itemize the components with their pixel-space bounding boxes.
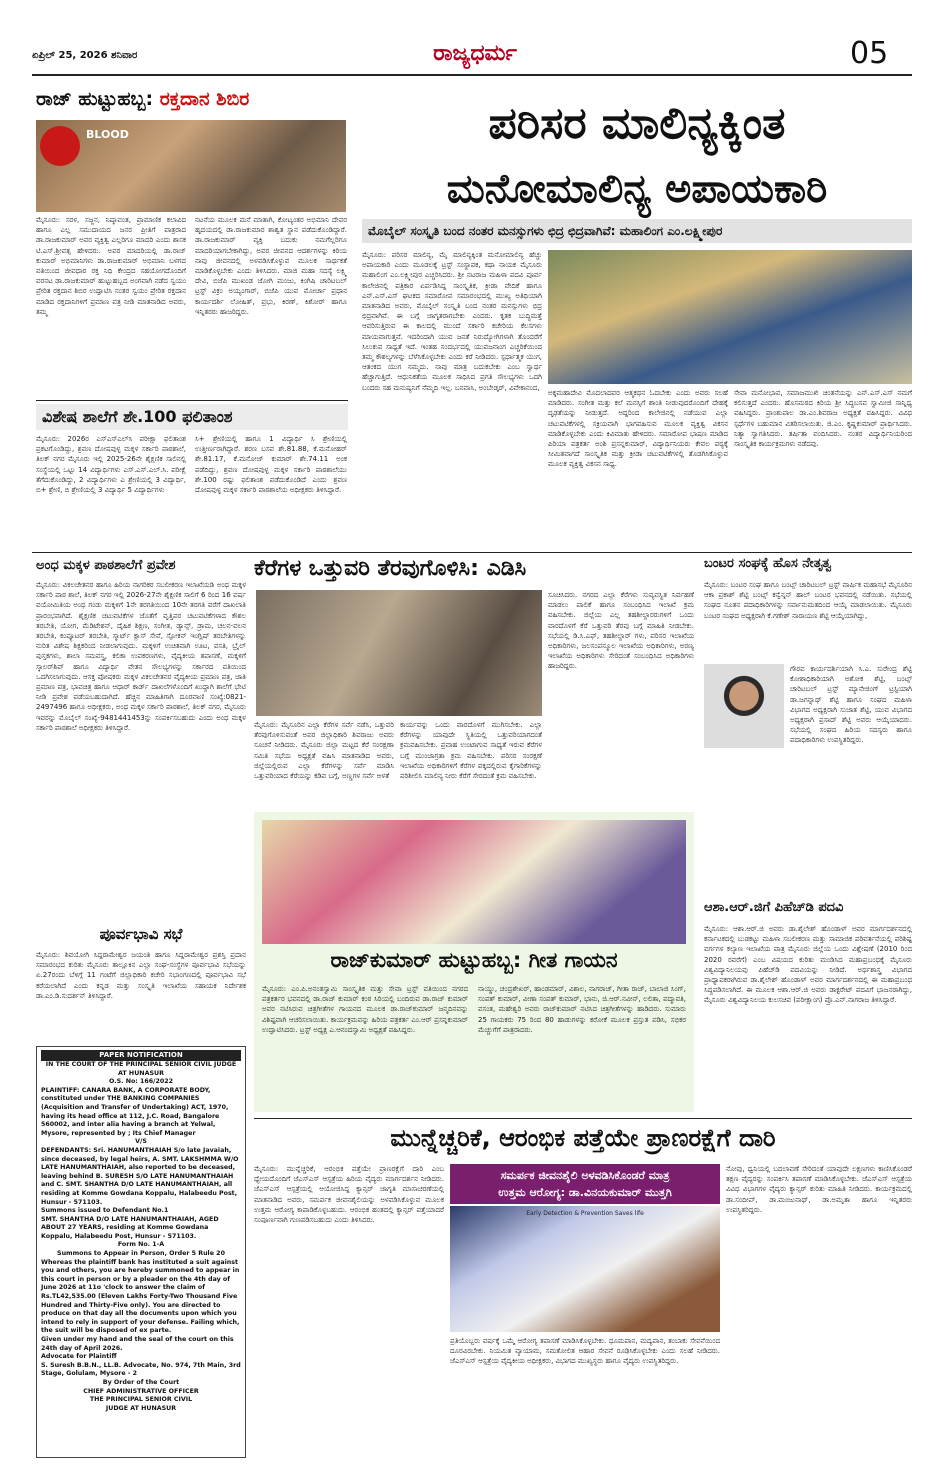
- andha-headline: ಅಂಧ ಮಕ್ಕಳ ಪಾಠಶಾಲೆಗೆ ಪ್ರವೇಶ: [36, 558, 176, 573]
- raj-headline-b: ರಕ್ತದಾನ ಶಿಬಿರ: [159, 88, 250, 110]
- issue-date: ಏಪ್ರಿಲ್ 25, 2026 ಶನಿವಾರ: [32, 50, 138, 61]
- asha-body: ಮೈಸೂರು: ಆಶಾ.ಆರ್.ಜಿ ಅವರು ಡಾ.ಶೈಲೇಶ್ ಹೊಂಡಾಳ್ ಅವರ ಮಾರ್ಗದರ್ಶನದಲ್ಲಿ ಕರ್ನಾಟಕದಲ್ಲಿ ಬುಡಕಟ್ಟು ಮಹಿಳಾ ಸಬಲೀಕರಣ ಮತ್ತು ಸಾಮಾಜಿಕ ಪರಿವರ್ತನೆಯಲ್ಲಿ ಪರಿಶಿಷ್ಟ ವರ್ಗಗಳ ಕಲ್ಯಾಣ ಇಲಾಖೆಯ ಪಾತ್ರ ಮೈಸೂರು ಜಿಲ್ಲೆಯ ಒಂದು ವಿಶ್ಲೇಷಣೆ (2010 ರಿಂದ 2020 ರವರೆಗೆ) ಎಂಬ ವಿಷಯದ ಕುರಿತು ಮಂಡಿಸಿದ ಮಹಾಪ್ರಬಂಧಕ್ಕೆ ಮೈಸೂರು ವಿಶ್ವವಿದ್ಯಾನಿಲಯವು ಪಿಹೆಚ್‌ಡಿ ಪದವಿಯನ್ನು ನೀಡಿದೆ. ಅರ್ಥಶಾಸ್ತ್ರ ವಿಭಾಗದ ಪ್ರಾಧ್ಯಾಪಕರಾಗಿರುವ ಡಾ.ಶೈಲೇಶ್ ಹೊಂಡಾಳ್ ಅವರ ಮಾರ್ಗದರ್ಶನದಲ್ಲಿ ಈ ಮಹಾಪ್ರಬಂಧ ಸಿದ್ಧಪಡಿಸಲಾಗಿದೆ. ಈ ಮೂಲಕ ಆಶಾ.ಆರ್.ಜಿ ಅವರು ಡಾಕ್ಟರೇಟ್ ಪದವಿಗೆ ಭಾಜನರಾಗಿದ್ದು, ಮೈಸೂರು ವಿಶ್ವವಿದ್ಯಾನಿಲಯ ಕುಲಸಚಿವ (ಪರೀಕ್ಷಾಂಗ) ಪ್ರೊ.ಎನ್.ನಾಗರಾಜ ತಿಳಿಸಿದ್ದಾರೆ.: [704, 925, 912, 1005]
- bottom-subheadline-1: ಸಮರ್ಪಕ ಜೀವನಶೈಲಿ ಅಳವಡಿಸಿಕೊಂಡರೆ ಮಾತ್ರ: [500, 1169, 670, 1182]
- college-event-photo: [548, 250, 912, 384]
- main-col-3: ಸೇವಾ ಮನೋಭಾವ, ಸಮಾಜಮುಖಿ ಚಿಂತನೆಯನ್ನು ಎನ್.ಎಸ್.ಎಸ್ ನಮಗೆ ಕಲಿಸುತ್ತದೆ ಎಂದರು. ಹೊಸಮಠದ ಕಿರಿಯ ಶ್ರೀ ಸಿದ್ಧಬಸವ ಸ್ವಾಮೀಜಿ ಸಾನ್ನಿಧ್ಯ ವಹಿಸಿದ್ದರು. ಪ್ರಾಂಶುಪಾಲ ಡಾ.ಎಂ.ಶಿವರಾಜ ಅಧ್ಯಕ್ಷತೆ ವಹಿಸಿದ್ದರು. ವಿವಿಧ ಸ್ಪರ್ಧೆಗಳ ಬಹುಮಾನ ವಿತರಿಸಲಾಯಿತು. ಜಿ.ಎಂ. ಕೃಷ್ಣಕುಮಾರ್ ಪ್ರಾರ್ಥಿಸಿದರು. ನಿತ್ಯಾ ಸ್ವಾಗತಿಸಿದರು. ತರ್ಷಿತಾ ವಂದಿಸಿದರು. ನಂತರ ವಿದ್ಯಾರ್ಥಿನಿಯರಿಂದ ಸಾಂಸ್ಕೃತಿಕ ಕಾರ್ಯಕ್ರಮಗಳು ನಡೆದವು.: [734, 389, 912, 449]
- main-col-1: ಮೈಸೂರು: ಪರಿಸರ ಮಾಲಿನ್ಯ, ಮೈ ಮಾಲಿನ್ಯಕ್ಕಿಂತ ಮನೋಮಾಲಿನ್ಯ ಹೆಚ್ಚು ಅಪಾಯಕಾರಿ ಎಂದು ಮೂಡಲಕ್ಕೆ ಟ್ರಸ್ಟ್ ಸಂಸ್ಥಾಪಕ, ಕಥಾ ನಾಯಕ ಮೈಸೂರು ಮಹಾಲಿಂಗ ಎಂ.ಲಕ್ಷ್ಮೀಪುರ ಎಚ್ಚರಿಸಿದರು. ಶ್ರೀ ನಟರಾಜ ಮಹಿಳಾ ಪದವಿ ಪೂರ್ವ ಕಾಲೇಜಿನಲ್ಲಿ ಪತ್ರಿಕಾರ ಏರ್ಪಡಿಸಿದ್ದ ಸಾಂಸ್ಕೃತಿಕ, ಕ್ರೀಡಾ ವೇದಿಕೆ ಹಾಗೂ ಎನ್.ಎಸ್.ಎಸ್ ಘಟಕದ ಸಮಾರೋಪ ಸಮಾರಂಭದಲ್ಲಿ ಮುಖ್ಯ ಅತಿಥಿಯಾಗಿ ಮಾತನಾಡಿದ ಅವರು, ಮೊಬೈಲ್ ಸಂಸ್ಕೃತಿ ಬಂದ ನಂತರ ಮನಸ್ಸುಗಳು ಛಿದ್ರ ಛಿದ್ರವಾಗಿವೆ. ಈ ಬಗ್ಗೆ ಜಾಗೃತರಾಗಬೇಕು ಎಂದರು. ಕೃತಕ ಬುದ್ಧಿಮತ್ತೆ ಆವರಿಸುತ್ತಿರುವ ಈ ಕಾಲದಲ್ಲಿ ಮುಂದೆ ಸರ್ಕಾರಿ ಕಚೇರಿಯ ಕೆಲಸಗಳು ಮಾಯವಾಗುತ್ತವೆ. ಇದರಿಂದಾಗಿ ಯುವ ಜನತೆ ನಿರುದ್ಯೋಗಿಗಳಾಗಿ ತೊಂದರೆಗೆ ಸಿಲುಕುವ ಸಾಧ್ಯತೆ ಇದೆ. ಇಂತಹ ಸಂದರ್ಭದಲ್ಲಿ ಯುವಜನಾಂಗ ಎಚ್ಚರಿಕೆಯಿಂದ ತಮ್ಮ ಕೌಶಲ್ಯಗಳನ್ನು ಬೆಳೆಸಿಕೊಳ್ಳಬೇಕು ಎಂದು ಕರೆ ನೀಡಿದರು. ಸ್ಪರ್ಧಾತ್ಮಕ ಯುಗ, ಆತಂಕದ ಯುಗ ನಮ್ಮದು. ನಾವು ಮಾತ್ರ ಬದುಕಬೇಕು ಎಂಬ ಸ್ವಾರ್ಥ ಹೆಚ್ಚಾಗುತ್ತಿದೆ. ಆಧುನಿಕತೆಯ ಮೂಲಕ ಸಾಧಿಸಿದ ಪ್ರಗತಿ ಸೌಲಭ್ಯಗಳು ಒದಗಿ ಬಂದರು ಸಹ ಮನುಷ್ಯನಿಗೆ ನೆಮ್ಮದಿ ಇಲ್ಲ. ಬನವಾಸಿ, ಅಂಬೇಡ್ಕರ್, ವಿವೇಕಾನಂದ,: [362, 251, 542, 392]
- notice-officer: CHIEF ADMINISTRATIVE OFFICER: [83, 1387, 199, 1395]
- notice-given: Given under my hand and the seal of the court on this 24th day of April 2026.: [41, 1336, 234, 1352]
- main-col-2: ಅಕ್ಕಮಹಾದೇವಿ ಮೊದಲಾದವರ ಆತ್ಮಕಥನ ಓದಬೇಕು ಎಂದು ಅವರು ಸಲಹೆ ಮಾಡಿದರು. ಸಂಗೀತ ಮತ್ತು ಕಲೆ ಮನಸ್ಸಿಗೆ ಶಾಂತಿ ನೀಡುವುದರೊಂದಿಗೆ ದೇಹಕ್ಕೆ ದೃಢತೆಯನ್ನು ನೀಡುತ್ತದೆ. ಆದ್ದರಿಂದ ಕಾಲೇಜಿನಲ್ಲಿ ನಡೆಯುವ ಎಲ್ಲಾ ಚಟುವಟಿಕೆಗಳಲ್ಲಿ ಸಕ್ರಿಯವಾಗಿ ಭಾಗವಹಿಸುವ ಮೂಲಕ ವ್ಯಕ್ತಿತ್ವ ವಿಕಸನ ಮಾಡಿಕೊಳ್ಳಬೇಕು ಎಂದು ಕಿವಿಮಾತು ಹೇಳಿದರು. ಸಮಾರೋಪ ಭಾಷಣ ಮಾಡಿದ ಪಿರಿಯಾ ಪತ್ರಕರ್ತ ಅಂಶಿ ಪ್ರಸನ್ನಕುಮಾರ್, ವಿದ್ಯಾರ್ಥಿನಿಯರು ಕೇವಲ ಪಠ್ಯಕ್ಕೆ ಸೀಮಿತವಾಗದೆ ಸಾಂಸ್ಕೃತಿಕ ಮತ್ತು ಕ್ರೀಡಾ ಚಟುವಟಿಕೆಗಳಲ್ಲಿ ತೊಡಗಿಸಿಕೊಳ್ಳುವ ಮೂಲಕ ವ್ಯಕ್ತಿತ್ವ ವಿಕಸನ ಸಾಧ್ಯ.: [548, 389, 728, 469]
- notice-court: IN THE COURT OF THE PRINCIPAL SENIOR CIVIL JUDGE AT HUNASUR: [45, 1061, 237, 1077]
- shale-headline: ವಿಶೇಷ ಶಾಲೆಗೆ ಶೇ.100 ಫಲಿತಾಂಶ: [36, 404, 348, 430]
- raj-headline-a: ರಾಜ್ ಹುಟ್ಟುಹಬ್ಬ:: [36, 88, 154, 110]
- divider: [32, 552, 912, 553]
- bantara-body-1: ಮೈಸೂರು: ಬಂಟರ ಸಂಘ ಹಾಗೂ ಬಂಟ್ಸ್ ಚಾರಿಟಬಲ್ ಟ್ರಸ್ಟ್ ವಾರ್ಷಿಕ ಮಹಾಸಭೆ ಮೈಸೂರಿನ ಆಕಾ ಪ್ರಕಾಶ್ ಶೆಟ್ಟಿ ಬಂಟ್ಸ್ ಕನ್ವೆನ್ಶನ್ ಹಾಲ್ ಬಂಟರ ಭವನದಲ್ಲಿ ನಡೆಯಿತು. ಸಭೆಯಲ್ಲಿ ಸಂಘದ ನೂತನ ಪದಾಧಿಕಾರಿಗಳನ್ನು ಸರ್ವಾನುಮತದಿಂದ ಆಯ್ಕೆ ಮಾಡಲಾಯಿತು. ಮೈಸೂರು ಬಂಟರ ಸಂಘದ ಅಧ್ಯಕ್ಷರಾಗಿ ಕೆ.ಗಣೇಶ್ ನಾರಾಯಣ ಶೆಟ್ಟಿ ಆಯ್ಕೆಯಾಗಿದ್ದು,: [704, 581, 912, 620]
- notice-at: JUDGE AT HUNASUR: [105, 1404, 177, 1412]
- notice-by-order: By Order of the Court: [102, 1378, 180, 1386]
- paper-notification: [36, 1046, 246, 1458]
- shale-col-1: ಮೈಸೂರು: 2026ರ ಎಸ್ಎಸ್ಎಲ್‌ಸಿ ಪರೀಕ್ಷಾ ಫಲಿತಾಂಶ ಪ್ರಕಟಗೊಂಡಿದ್ದು, ಶ್ರವಣ ದೋಷವುಳ್ಳ ಮಕ್ಕಳ ಸರ್ಕಾರಿ ಪಾಠಶಾಲೆ, ತಿಲಕ್ ನಗರ ಮೈಸೂರು ಇಲ್ಲಿ 2025-26ನೇ ಶೈಕ್ಷಣಿಕ ಸಾಲಿನಲ್ಲಿ ಸಂಸ್ಥೆಯಲ್ಲಿ ಒಟ್ಟು 14 ವಿದ್ಯಾರ್ಥಿಗಳು ಎಸ್.ಎಸ್.ಎಲ್.ಸಿ. ಪರೀಕ್ಷೆ ತೆಗೆದುಕೊಂಡಿದ್ದು, 2 ವಿದ್ಯಾರ್ಥಿಗಳು ಎ ಶ್ರೇಣಿಯಲ್ಲಿ 3 ವಿದ್ಯಾರ್ಥಿ, ಬಿ+ ಶ್ರೇಣಿ, ಬಿ ಶ್ರೇಣಿಯಲ್ಲಿ 3 ವಿದ್ಯಾರ್ಥಿ 5 ವಿದ್ಯಾರ್ಥಿಗಳು: [36, 435, 186, 495]
- andha-body: ಮೈಸೂರು: ವಿಕಲಚೇತನರ ಹಾಗೂ ಹಿರಿಯ ನಾಗರಿಕರ ಸಬಲೀಕರಣ ಇಲಾಖೆಯಡಿ ಅಂಧ ಮಕ್ಕಳ ಸರ್ಕಾರಿ ಪಾಠ ಶಾಲೆ, ತಿಲಕ್ ನಗರ ಇಲ್ಲಿ 2026-27ನೇ ಶೈಕ್ಷಣಿಕ ಸಾಲಿಗೆ 6 ರಿಂದ 16 ವರ್ಷ ವಯೋಮಿತಿಯ ಅಂಧ ಗಂಡು ಮಕ್ಕಳಿಗೆ 1ನೇ ತರಗತಿಯಿಂದ 10ನೇ ತರಗತಿ ವರೆಗೆ ದಾಖಲಾತಿ ಪ್ರಾರಂಭವಾಗಿದೆ. ಶೈಕ್ಷಣಿಕ ಚಟುವಟಿಕೆಗಳ ಜೊತೆಗೆ ವೃತ್ತಿಪರ ಚಟುವಟಿಕೆಗಳಾದ ಕೌಶಲ ತರಬೇತಿ, ಯೋಗ, ಮೆಡಿಟೇಶನ್, ದೈಹಿಕ ಶಿಕ್ಷಣ, ಸಂಗೀತ, ಡ್ಯಾನ್ಸ್, ಡ್ರಾಮ, ಚಲನ-ವಲನ ತರಬೇತಿ, ಕಂಪ್ಯೂಟರ್ ತರಬೇತಿ, ಸ್ಮಾರ್ಟ್ ಕ್ಲಾಸ್ ಸೇವೆ, ಸ್ಪೋಕನ್ ಇಂಗ್ಲಿಷ್ ತರಬೇತಿಗಳನ್ನು ನುರಿತ ವಿಶೇಷ ಶಿಕ್ಷಕರಿಂದ ನೀಡಲಾಗುವುದು. ಮಕ್ಕಳಿಗೆ ಉಚಿತವಾಗಿ ಊಟ, ವಸತಿ, ಬ್ರೈಲ್ ಪುಸ್ತಕಗಳು, ಶಾಲಾ ಸಮವಸ್ತ್ರ, ಕಲಿಕಾ ಉಪಕರಣಗಳು, ವೈದ್ಯಕೀಯ ತಪಾಸಣೆ, ಮಕ್ಕಳಿಗೆ ಸ್ಕಾಲರ್‌ಶಿಪ್ ಹಾಗೂ ವಿದ್ಯಾರ್ಥಿ ವೇತನ ಸೌಲಭ್ಯಗಳನ್ನು ಸರ್ಕಾರದ ವತಿಯಿಂದ ಒದಗಿಸಲಾಗುವುದು. ಆಸಕ್ತ ಪೋಷಕರು ಮಕ್ಕಳ ವಿಕಲಚೇತನರ ವೈದ್ಯಕೀಯ ಪ್ರಮಾಣ ಪತ್ರ, ಜಾತಿ ಪ್ರಮಾಣ ಪತ್ರ, ಭಾವಚಿತ್ರ ಹಾಗೂ ಆಧಾರ್ ಕಾರ್ಡ್ ದಾಖಲೆಗಳೊಂದಿಗೆ ಖುದ್ದಾಗಿ ಶಾಲೆಗೆ ಭೇಟಿ ನೀಡಿ ಪ್ರವೇಶ ಪಡೆಯಬಹುದಾಗಿದೆ. ಹೆಚ್ಚಿನ ಮಾಹಿತಿಗಾಗಿ ದೂರವಾಣಿ ಸಂಖ್ಯೆ:0821-2497496 ಹಾಗೂ ಅಧೀಕ್ಷಕರು, ಅಂಧ ಮಕ್ಕಳ ಸರ್ಕಾರಿ ಪಾಠಶಾಲೆ, ತಿಲಕ್ ನಗರ, ಮೈಸೂರು ಇವರನ್ನು ಮೊಬೈಲ್ ಸಂಖ್ಯೆ-9481441453ನ್ನು ಸಂಪರ್ಕಿಸಬಹುದು ಎಂದು ಅಂಧ ಮಕ್ಕಳ ಸರ್ಕಾರಿ ಪಾಠಶಾಲೆ ಅಧೀಕ್ಷಕರು ತಿಳಿಸಿದ್ದಾರೆ.: [36, 581, 246, 732]
- kere-col-2: ಕಾರ್ಯವನ್ನು ಒಂದು ವಾರದೊಳಗೆ ಮುಗಿಸಬೇಕು. ಎಲ್ಲಾ ಕೆರೆಗಳನ್ನು ಯಾವುದೇ ಸ್ಥಿತಿಯಲ್ಲಿ ಒತ್ತುವರಿಯಾಗದಂತೆ ಕ್ರಮವಹಿಸಬೇಕು. ಪ್ರವಾಹ ಉಂಟಾಗುವ ಸಾಧ್ಯತೆ ಇರುವ ಕೆರೆಗಳ ಬಗ್ಗೆ ಮುಂಜಾಗ್ರತಾ ಕ್ರಮ ವಹಿಸಬೇಕು. ಪರಿಸರ ಸಂರಕ್ಷಣೆ ಇಲಾಖೆಯ ಅಧಿಕಾರಿಗಳಿಗೆ ಕೆರೆಗಳ ಪಕ್ಕದಲ್ಲಿರುವ ಕೈಗಾರಿಕೆಗಳನ್ನು ಪರಿಶೀಲಿಸಿ ಮಾಲಿನ್ಯ ನೀರು ಕೆರೆಗೆ ಸೇರದಂತೆ ಕ್ರಮ ವಹಿಸಬೇಕು.: [400, 721, 542, 781]
- notice-form: Form No. 1-A: [117, 1241, 165, 1249]
- divider: [254, 1118, 912, 1119]
- raj-col-2: ನಟನೆಯ ಮೂಲಕ ಮನೆ ಮಾತಾಗಿ, ಕೋಟ್ಯಂತರ ಅಭಿಮಾನಿ ದೇವರ ಹೃದಯದಲ್ಲಿ ಡಾ.ರಾಜಕುಮಾರ ಶಾಶ್ವತ ಸ್ಥಾನ ಪಡೆದುಕೊಂಡಿದ್ದಾರೆ. ಡಾ.ರಾಜಕುಮಾರ್ ವ್ಯಕ್ತಿ ಬದುಕು ನಮಗೆಲ್ಲರಿಗೂ ಮಾದರಿಯಾಗಬೇಕಾಗಿದ್ದು, ಅವರ ಜೀವನದ ಆದರ್ಶಗಳನ್ನು ಕಿರಿಯ ನಾವು ಜೀವನದಲ್ಲಿ ಅಳವಡಿಸಿಕೊಳ್ಳುವ ಮೂಲಕ ಸಾರ್ಥಕತೆ ಮಾಡಿಕೊಳ್ಳಬೇಕು ಎಂದು ತಿಳಿಸಿದರು. ಮಾಜಿ ಮಹಾ ಸದಸ್ಯೆ ಲಕ್ಷ್ಮಿ ದೇವಿ, ಬಿಜೆಪಿ ಮುಖಂಡ ಜೋಗಿ ಮಂಜು, ಕಿಂಗಿಷಿ ಚಾರಿಟಬಲ್ ಟ್ರಸ್ಟ್ ವಿಕ್ರಂ ಅಯ್ಯಂಗಾರ್, ಬಿಜೆಪಿ ಯುವ ಮೋರ್ಚಾ ಪ್ರಧಾನ ಕಾರ್ಯದರ್ಶಿ ಲೋಹಿತ್, ಪ್ರಭು, ಕಿರಣ್, ಕಿಶೋರ್ ಹಾಗೂ ಇನ್ನಿತರರು ಹಾಜರಿದ್ದರು.: [195, 216, 347, 316]
- page-number: 05: [850, 36, 889, 71]
- header-rule: [32, 74, 912, 76]
- main-headline-2: ಮನೋಮಾಲಿನ್ಯ ಅಪಾಯಕಾರಿ: [446, 165, 828, 212]
- notice-vs: V/S: [135, 1138, 147, 1146]
- blood-camp-photo: [36, 120, 346, 212]
- notice-os: O.S. No: 166/2022: [108, 1078, 173, 1086]
- geeta-col-2: ನಾಯ್ಡು, ಚಂದ್ರಶೇಖರ್, ಹಾಂಡಮಾರ್, ವಿಶಾಲ, ನಾಗರಾಜ್, ಗೀತಾ ರಾಜ್, ಬಾಲಾಜಿ ಸಿಂಗ್, ಸಂಪತ್ ಕುಮಾರ್, ವೀಣಾ ಸಂಪತ್ ಕುಮಾರ್, ಭಾನು, ಜಿ.ಆರ್.ನವೀನ್, ಲಲಿತಾ, ಪದ್ಮಾವತಿ, ವಸಂತ, ಮಹೇಶ್ವರಿ ಅವರು ರಾಜ್‌ಕುಮಾರ್ ನಟಿಸಿದ ಚಿತ್ರಗೀತೆಗಳನ್ನು ಹಾಡಿದರು. ಸುಮಾರು 25 ಗಾಯಕರು 75 ರಿಂದ 80 ಹಾಡುಗಳನ್ನು ಕರೋಕೆ ಮೂಲಕ ಪ್ರಸ್ತುತ ಪಡಿಸಿ, ಸಭಿಕರ ಮೆಚ್ಚುಗೆಗೆ ಪಾತ್ರರಾದರು.: [478, 985, 686, 1034]
- bottom-col-1: ಮೈಸೂರು: ಮುನ್ನೆಚ್ಚರಿಕೆ, ಆರಂಭಿಕ ಪತ್ತೆಯೇ ಪ್ರಾಣರಕ್ಷೆಗೆ ದಾರಿ ಎಂಬ ಧ್ಯೇಯದೊಂದಿಗೆ ಜೆಎಸ್ಎಸ್ ಆಸ್ಪತ್ರೆಯ ಹಿರಿಯ ವೈದ್ಯರು ಮಾರ್ಗದರ್ಶನ ನೀಡಿದರು. ಜೆಎಸ್ಎಸ್ ಆಸ್ಪತ್ರೆಯಲ್ಲಿ ಆಯೋಜಿಸಿದ್ದ ಕ್ಯಾನ್ಸರ್ ಜಾಗೃತಿ ಮಾಸಾಚರಣೆಯಲ್ಲಿ ಮಾತನಾಡಿದ ಅವರು, ಸಮರ್ಪಕ ಜೀವನಶೈಲಿಯನ್ನು ಅಳವಡಿಸಿಕೊಳ್ಳುವ ಮೂಲಕ ಉತ್ತಮ ಆರೋಗ್ಯ ಕಾಪಾಡಿಕೊಳ್ಳಬಹುದು. ಆರಂಭಿಕ ಹಂತದಲ್ಲಿ ಕ್ಯಾನ್ಸರ್ ಪತ್ತೆಯಾದರೆ ಸಂಪೂರ್ಣವಾಗಿ ಗುಣಪಡಿಸಬಹುದು ಎಂದು ತಿಳಿಸಿದರು.: [254, 1165, 444, 1225]
- poorva-headline: ಪೂರ್ವಭಾವಿ ಸಭೆ: [99, 925, 183, 943]
- poorva-body: ಮೈಸೂರು: ಶಿವಯೋಗಿ ಸಿದ್ದರಾಮೇಶ್ವರ ಜಯಂತಿ ಹಾಗೂ ಸಿದ್ದರಾಮೇಶ್ವರ ಪ್ರಶಸ್ತಿ ಪ್ರದಾನ ಸಮಾರಂಭದ ಕುರಿತು ಮೈಸೂರು ತಾಲ್ಲೂಕಿನ ಎಲ್ಲಾ ಸಂಘ-ಸಂಸ್ಥೆಗಳ ಪೂರ್ವಭಾವಿ ಸಭೆಯನ್ನು ಏ.27ರಂದು ಬೆಳಿಗ್ಗೆ 11 ಗಂಟೆಗೆ ಜಿಲ್ಲಾಧಿಕಾರಿ ಕಚೇರಿ ಸಭಾಂಗಣದಲ್ಲಿ ಪೂರ್ವಭಾವಿ ಸಭೆ ಕರೆಯಲಾಗಿದೆ ಎಂದು ಕನ್ನಡ ಮತ್ತು ಸಂಸ್ಕೃತಿ ಇಲಾಖೆಯ ಸಹಾಯಕ ನಿರ್ದೇಶಕ ಡಾ.ಎಂ.ಡಿ.ಸುದರ್ಶನ್ ತಿಳಿಸಿದ್ದಾರೆ.: [36, 951, 246, 1000]
- health-event-photo: [450, 1206, 720, 1332]
- notice-adv-name: S. Suresh B.B.N., LL.B. Advocate, No. 974, 7th Main, 3rd Stage, Golulam, Mysore - 2: [41, 1361, 241, 1378]
- health-banner-text: Early Detection & Prevention Saves life: [526, 1210, 644, 1217]
- notice-defendants: DEFENDANTS: Sri. HANUMANTHAIAH S/o late Javaiah, since deceased, by legal heirs, A. SMT. LAKSHMMA W/O LATE HANUMANTHAIAH, also reported to be deceased, leaving behind B. SURESH S/O LATE HANUMANTHAIAH and C. SMT. SHANTHA D/O LATE HANUMANTHAIAH, all residing at Komme Gowdana Koppalu, Halabeedu Post, Hunsur - 571103.: [41, 1146, 239, 1206]
- kere-col-1: ಮೈಸೂರು: ಮೈಸೂರಿನ ಎಲ್ಲಾ ಕೆರೆಗಳ ಸರ್ವೆ ನಡೆಸಿ, ಒತ್ತುವರಿ ತೆರವುಗೊಳಿಸುವಂತೆ ಅಪರ ಜಿಲ್ಲಾಧಿಕಾರಿ ಶಿವರಾಜು ಅವರು ಸೂಚನೆ ನೀಡಿದರು. ಮೈಸೂರು ಜಿಲ್ಲಾ ಮಟ್ಟದ ಕೆರೆ ಸಂರಕ್ಷಣಾ ಸಮಿತಿ ಸಭೆಯ ಅಧ್ಯಕ್ಷತೆ ವಹಿಸಿ ಮಾತನಾಡಿದ ಅವರು, ಜಿಲ್ಲೆಯಲ್ಲಿರುವ ಎಲ್ಲಾ ಕೆರೆಗಳನ್ನು ಸರ್ವೆ ಮಾಡಿಸಿ ಒತ್ತುವರಿಯಾದ ಕೆರೆಯನ್ನು ಕಡಿವ ಬಗ್ಗೆ, ಅಣ್ಣಗಳ ಸರ್ವೆ ಅಳತೆ: [254, 721, 394, 781]
- notice-plaintiff: PLAINTIFF: CANARA BANK, A CORPORATE BODY, constituted under THE BANKING COMPANIES (Acquisition and Transfer of Undertaking) ACT, 1970, having its head office at 112, J.C. Road, Bangalore 560002, and inter alia having a branch at Yelwal, Mysore, represented by ; Its Chief Manager: [41, 1086, 229, 1137]
- notice-defendant1: SMT. SHANTHA D/O LATE HANUMANTHAIAH, AGED ABOUT 27 YEARS, residing at Komme Gowdana Koppalu, Halabeedu Post, Hunsur - 571103.: [41, 1215, 219, 1240]
- divider: [36, 400, 348, 401]
- blood-banner-text: BLOOD: [86, 128, 129, 141]
- notice-advocate: Advocate for Plaintiff: [41, 1353, 117, 1361]
- shale-col-2: ಸಿ+ ಶ್ರೇಣಿಯಲ್ಲಿ ಹಾಗೂ 1 ವಿದ್ಯಾರ್ಥಿ ಸಿ ಶ್ರೇಣಿಯಲ್ಲಿ ಉತ್ತೀರ್ಣರಾಗಿದ್ದಾರೆ. ಶರಣ ಬಸವ ಶೇ.81.88, ಕೆ.ಮನೋಹರ್ ಶೇ.81.17, ಕೆ.ಮನೋಜ್ ಕುಮಾರ್ ಶೇ.74.11 ಅಂಕ ಪಡೆದಿದ್ದು, ಶ್ರವಣ ದೋಷವುಳ್ಳ ಮಕ್ಕಳ ಸರ್ಕಾರಿ ಪಾಠಶಾಲೆಯು ಶೇ.100 ರಷ್ಟು ಫಲಿತಾಂಶ ಪಡೆದುಕೊಂಡಿದೆ ಎಂದು ಶ್ರವಣ ದೋಷವುಳ್ಳ ಮಕ್ಕಳ ಸರ್ಕಾರಿ ಪಾಠಶಾಲೆಯ ಅಧೀಕ್ಷಕರು ತಿಳಿಸಿದ್ದಾರೆ.: [195, 435, 347, 495]
- main-headline-1: ಪರಿಸರ ಮಾಲಿನ್ಯಕ್ಕಿಂತ: [488, 98, 786, 149]
- notice-summons: Summons issued to Defendant No.1: [41, 1207, 169, 1215]
- masthead-logo: ರಾಜ್ಯಧರ್ಮ: [433, 40, 517, 66]
- main-subheadline: ಮೊಬೈಲ್ ಸಂಸ್ಕೃತಿ ಬಂದ ನಂತರ ಮನಸ್ಸುಗಳು ಛಿದ್ರ ಛಿದ್ರವಾಗಿವೆ: ಮಹಾಲಿಂಗ ಎಂ.ಲಕ್ಷ್ಮೀಪುರ: [362, 219, 912, 243]
- bantara-headline: ಬಂಟರ ಸಂಘಕ್ಕೆ ಹೊಸ ನೇತೃತ್ವ: [704, 556, 832, 571]
- kere-col-3: ಸೂಚಿಸಿದರು. ನಗರದ ಎಲ್ಲಾ ಕೆರೆಗಳು ಸುವ್ಯವಸ್ಥಿತ ನಿರ್ವಹಣೆ ಮಾಡಲು ಪಾಲಿಕೆ ಹಾಗೂ ಸಂಬಂಧಿಸಿದ ಇಲಾಖೆ ಕ್ರಮ ವಹಿಸಬೇಕು. ಜಿಲ್ಲೆಯ ಎಲ್ಲ ತಹಶೀಲ್ದಾರರುಗಳಿಗೆ ಒಂದು ವಾರದೊಳಗೆ ಕೆರೆ ಒತ್ತುವರಿ ತೆರವು ಬಗ್ಗೆ ಮಾಹಿತಿ ನೀಡಬೇಕು. ಸಭೆಯಲ್ಲಿ ಡಿ.ಸಿ.ಎಫ್, ತಹಶೀಲ್ದಾರ್ ಗಳು, ಪರಿಸರ ಇಲಾಖೆಯ ಅಧಿಕಾರಿಗಳು, ಜಲಸಂಪನ್ಮೂಲ ಇಲಾಖೆಯ ಅಧಿಕಾರಿಗಳು, ಅರಣ್ಯ ಇಲಾಖೆಯ ಅಧಿಕಾರಿಗಳು ಸೇರಿದಂತೆ ಸಂಬಂಧಿಸಿದ ಅಧಿಕಾರಿಗಳು ಹಾಜರಿದ್ದರು.: [548, 591, 694, 671]
- geeta-photo: [262, 820, 686, 944]
- raj-col-1: ಮೈಸೂರು: ಸರಳ, ಸಜ್ಜನ, ನಿಷ್ಕಾವಂತ, ಪ್ರಾಮಾಣಿಕ ಕಲಾವಿದ ಹಾಗೂ ಎಲ್ಲ ಸಮುದಾಯದ ಜನರ ಪ್ರೀತಿಗೆ ಪಾತ್ರರಾದ ಡಾ.ರಾಜಕುಮಾರ್ ಅವರ ವ್ಯಕ್ತಿತ್ವ ಎಲ್ಲರಿಗೂ ಮಾದರಿ ಎಂದು ಶಾಸಕ ಟಿ.ಎಸ್.ಶ್ರೀವತ್ಸ ಹೇಳಿದರು. ಅವರ ಮಾದರಿಯಲ್ಲಿ ಡಾ.ರಾಜ್ ಕುಮಾರ್ ಅಭಿಮಾನಿಗಳು ಡಾ.ರಾಜಕುಮಾರ್ ಅಭಿಮಾನಿ ಬಳಗದ ವತಿಯಿಂದ ಜೀವಧಾರ ರಕ್ತ ನಿಧಿ ಕೇಂದ್ರದ ಸಹಯೋಗದೊಂದಿಗೆ ವರನಟ ಡಾ.ರಾಜಕುಮಾರ್ ಹುಟ್ಟುಹಬ್ಬದ ಅಂಗವಾಗಿ ನಡೆದ ಸ್ವಯಂ ಪ್ರೇರಿತ ರಕ್ತದಾನ ಶಿಬಿರ ಉದ್ಘಾಟಿಸಿ ನಂತರ ಸ್ವಯಂ ಪ್ರೇರಿತ ರಕ್ತದಾನ ಮಾಡಿದ ರಕ್ತದಾನಿಗಳಿಗೆ ಪ್ರಮಾಣ ಪತ್ರ ನೀಡಿ ಮಾತನಾಡಿದ ಅವರು, ತಮ್ಮ: [36, 216, 186, 316]
- geeta-col-1: ಮೈಸೂರು: ಎಂ.ಪಿ.ಅನಂತಸ್ವಾಮಿ ಸಾಂಸ್ಕೃತಿಕ ಮತ್ತು ಸೇವಾ ಟ್ರಸ್ಟ್ ವತಿಯಿಂದ ನಗರದ ಪತ್ರಕರ್ತರ ಭವನದಲ್ಲಿ ಡಾ.ರಾಜ್ ಕುಮಾರ್ ಕಂಠ ಸಿರಿಯಲ್ಲಿ ಬಂದಿರುವ ಡಾ.ರಾಜ್ ಕುಮಾರ್ ಅವರ ನಟಿಸಿರುವ ಚಿತ್ರಗೀತೆಗಳ ಗಾಯನದ ಮೂಲಕ ಡಾ.ರಾಜ್‌ಕುಮಾರ್ ಜನ್ಮದಿನವನ್ನು ವಿಶಿಷ್ಟವಾಗಿ ಆಚರಿಸಲಾಯಿತು. ಕಾರ್ಯಕ್ರಮವನ್ನು ಹಿರಿಯ ಪತ್ರಕರ್ತ ಎಂ.ಆರ್ ಪ್ರಸನ್ನಕುಮಾರ್ ಉದ್ಘಾಟಿಸಿದರು. ಟ್ರಸ್ಟ್ ಅಧ್ಯಕ್ಷ ಎ.ಆನಂದಸ್ವಾಮಿ ಅಧ್ಯಕ್ಷತೆ ವಹಿಸಿದ್ದರು.: [262, 985, 468, 1034]
- meeting-photo: [256, 590, 542, 716]
- bottom-col-2: ಪ್ರತಿಯೊಬ್ಬರು ವರ್ಷಕ್ಕೆ ಒಮ್ಮೆ ಆರೋಗ್ಯ ತಪಾಸಣೆ ಮಾಡಿಸಿಕೊಳ್ಳಬೇಕು. ಧೂಮಪಾನ, ಮದ್ಯಪಾನ, ತಂಬಾಕು ಸೇವನೆಯಿಂದ ದೂರವಿರಬೇಕು. ನಿಯಮಿತ ವ್ಯಾಯಾಮ, ಸಮತೋಲಿತ ಆಹಾರ ಸೇವನೆ ರೂಢಿಸಿಕೊಳ್ಳಬೇಕು ಎಂದು ಸಲಹೆ ನೀಡಿದರು. ಜೆಎಸ್ಎಸ್ ಆಸ್ಪತ್ರೆಯ ವೈದ್ಯಕೀಯ ಅಧೀಕ್ಷಕರು, ವಿಭಾಗದ ಮುಖ್ಯಸ್ಥರು ಹಾಗೂ ವೈದ್ಯರು ಉಪಸ್ಥಿತರಿದ್ದರು.: [450, 1337, 720, 1366]
- asha-headline: ಆಶಾ.ಆರ್.ಜಿಗೆ ಪಿಹೆಚ್‌ಡಿ ಪದವಿ: [704, 900, 844, 915]
- geeta-headline: ರಾಜ್‌ಕುಮಾರ್ ಹುಟ್ಟುಹಬ್ಬ: ಗೀತ ಗಾಯನ: [330, 948, 618, 972]
- bottom-subheadline-2: ಉತ್ತಮ ಆರೋಗ್ಯ: ಡಾ.ವಿನಯಕುಮಾರ್ ಮುತ್ತಗಿ: [498, 1186, 672, 1199]
- bottom-col-3: ನೋವು, ಧ್ವನಿಯಲ್ಲಿ ಬದಲಾವಣೆ ಸೇರಿದಂತೆ ಯಾವುದೇ ಲಕ್ಷಣಗಳು ಕಾಣಿಸಿಕೊಂಡರೆ ತಕ್ಷಣ ವೈದ್ಯರನ್ನು ಸಂಪರ್ಕಿಸಿ ತಪಾಸಣೆ ಮಾಡಿಸಿಕೊಳ್ಳಬೇಕು. ಜೆಎಸ್ಎಸ್ ಆಸ್ಪತ್ರೆಯ ವಿವಿಧ ವಿಭಾಗಗಳ ವೈದ್ಯರು ಕ್ಯಾನ್ಸರ್ ಕುರಿತು ಮಾಹಿತಿ ನೀಡಿದರು. ಕಾರ್ಯಕ್ರಮದಲ್ಲಿ ಡಾ.ಸಂದೀಪ್, ಡಾ.ಮಂಜುನಾಥ್, ಡಾ.ಅಮೃತಾ ಹಾಗೂ ಇನ್ನಿತರರು ಉಪಸ್ಥಿತರಿದ್ದರು.: [726, 1165, 912, 1214]
- raj-headline: [36, 88, 356, 118]
- notice-judge: THE PRINCIPAL SENIOR CIVIL: [89, 1396, 193, 1404]
- notice-summons2: Summons to Appear in Person, Order 5 Rule 20: [57, 1250, 225, 1258]
- notice-body: Whereas the plaintiff bank has instituted a suit against you and others, you are hereby summoned to appear in this court in person or by a pleader on the 4th day of June 2026 at 11o 'clock to answer the claim of Rs.TL42,535.00 (Eleven Lakhs Forty-Two Thousand Five Hundred and Thirty-Five only). You are directed to produce on that day all the documents upon which you intend to rely in support of your defense. Failing which, the suit will be disposed of ex parte.: [41, 1258, 240, 1335]
- blood-drop-icon: [40, 126, 80, 166]
- kere-headline: ಕೆರೆಗಳ ಒತ್ತುವರಿ ತೆರವುಗೊಳಿಸಿ: ಎಡಿಸಿ: [254, 556, 527, 581]
- bottom-subheadline: [450, 1164, 720, 1204]
- bantara-body-2: ಗೌರವ ಕಾರ್ಯದರ್ಶಿಯಾಗಿ ಸಿ.ಎ. ಸುರೇಂದ್ರ ಶೆಟ್ಟಿ ಕೋಶಾಧಿಕಾರಿಯಾಗಿ ಅಶೋಕ ಶೆಟ್ಟಿ, ಬಂಟ್ಸ್ ಚಾರಿಟಬಲ್ ಟ್ರಸ್ಟ್ ಮ್ಯಾನೇಜಿಂಗ್ ಟ್ರಸ್ಟಿಯಾಗಿ ಡಾ.ಜಗನ್ನಾಥ್ ಶೆಟ್ಟಿ ಹಾಗೂ ಸಂಘದ ಮಹಿಳಾ ವಿಭಾಗದ ಅಧ್ಯಕ್ಷರಾಗಿ ಸುಜಾತ ಶೆಟ್ಟಿ, ಯುವ ವಿಭಾಗದ ಅಧ್ಯಕ್ಷರಾಗಿ ಪ್ರಸಾದ್ ಶೆಟ್ಟಿ ಅವರು ಆಯ್ಕೆಯಾದರು. ಸಭೆಯಲ್ಲಿ ಸಂಘದ ಹಿರಿಯ ಸದಸ್ಯರು ಹಾಗೂ ಪದಾಧಿಕಾರಿಗಳು ಉಪಸ್ಥಿತರಿದ್ದರು.: [790, 665, 912, 745]
- bottom-headline: ಮುನ್ನೆಚ್ಚರಿಕೆ, ಆರಂಭಿಕ ಪತ್ತೆಯೇ ಪ್ರಾಣರಕ್ಷೆಗೆ ದಾರಿ: [390, 1124, 776, 1152]
- notice-header: PAPER NOTIFICATION: [41, 1050, 241, 1061]
